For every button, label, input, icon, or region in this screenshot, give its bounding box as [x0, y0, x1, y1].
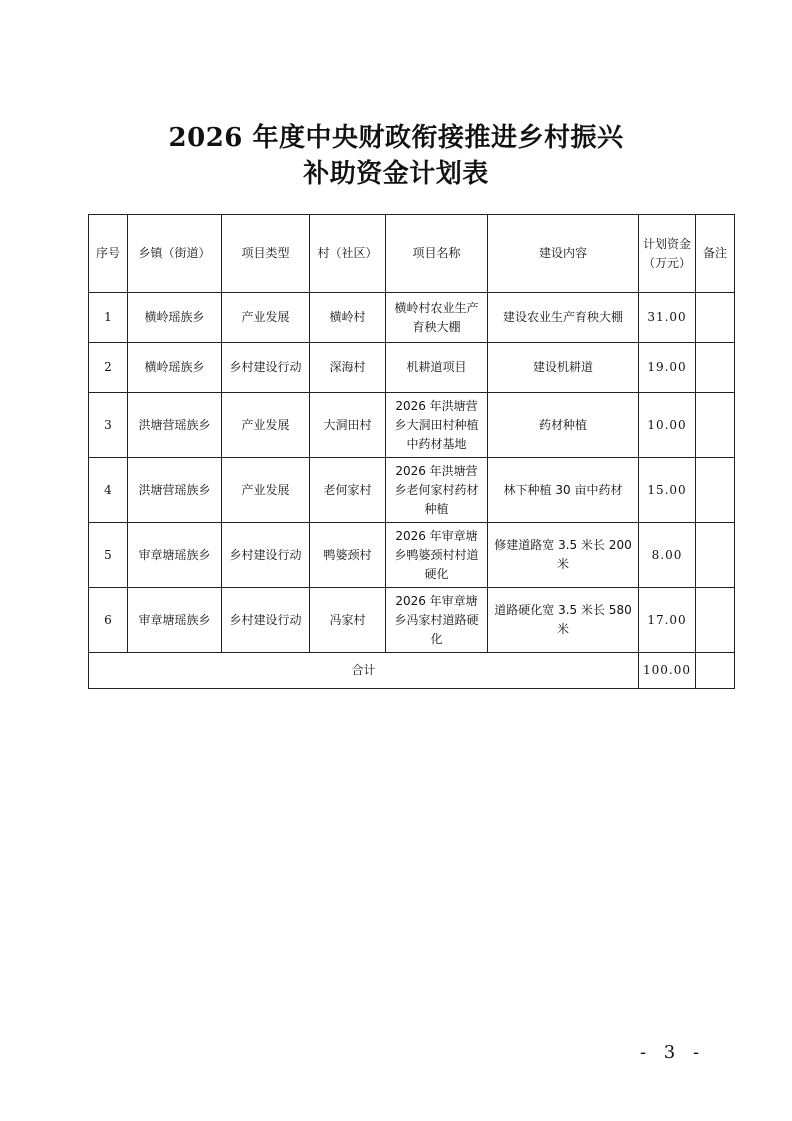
cell-no: 1 — [89, 293, 128, 343]
table-row — [89, 458, 735, 523]
cell-no: 6 — [89, 588, 128, 653]
cell-remark — [696, 523, 735, 588]
cell-fund: 10.00 — [639, 393, 696, 458]
cell-fund: 31.00 — [639, 293, 696, 343]
cell-content: 道路硬化宽 3.5 米长 580 米 — [488, 588, 639, 653]
page-number: - 3 - — [640, 1042, 706, 1063]
cell-town: 洪塘营瑶族乡 — [128, 458, 222, 523]
cell-name: 2026 年洪塘营乡老何家村药材种植 — [386, 458, 488, 523]
cell-village: 横岭村 — [310, 293, 386, 343]
cell-village: 老何家村 — [310, 458, 386, 523]
cell-village: 鸭婆颈村 — [310, 523, 386, 588]
table-row — [89, 343, 735, 393]
total-label: 合计 — [89, 653, 639, 689]
cell-name: 机耕道项目 — [386, 343, 488, 393]
header-fund: 计划资金（万元） — [639, 215, 696, 293]
cell-content: 建设机耕道 — [488, 343, 639, 393]
cell-village: 冯家村 — [310, 588, 386, 653]
cell-content: 药材种植 — [488, 393, 639, 458]
cell-remark — [696, 343, 735, 393]
cell-name: 2026 年审章塘乡冯家村道路硬化 — [386, 588, 488, 653]
cell-type: 产业发展 — [222, 393, 310, 458]
table-row — [89, 523, 735, 588]
cell-remark — [696, 458, 735, 523]
header-town: 乡镇（街道） — [128, 215, 222, 293]
document-title-line2: 补助资金计划表 — [303, 159, 489, 189]
cell-town: 洪塘营瑶族乡 — [128, 393, 222, 458]
table-total-row — [89, 653, 735, 689]
cell-content: 建设农业生产育秧大棚 — [488, 293, 639, 343]
document-title-line1: 2026 年度中央财政衔接推进乡村振兴 — [168, 123, 624, 153]
cell-type: 乡村建设行动 — [222, 588, 310, 653]
cell-village: 大洞田村 — [310, 393, 386, 458]
table-header-row — [89, 215, 735, 293]
header-type: 项目类型 — [222, 215, 310, 293]
cell-town: 审章塘瑶族乡 — [128, 588, 222, 653]
cell-name: 2026 年审章塘乡鸭婆颈村村道硬化 — [386, 523, 488, 588]
cell-no: 5 — [89, 523, 128, 588]
cell-type: 产业发展 — [222, 458, 310, 523]
cell-content: 林下种植 30 亩中药材 — [488, 458, 639, 523]
header-content: 建设内容 — [488, 215, 639, 293]
table-row — [89, 588, 735, 653]
header-remark: 备注 — [696, 215, 735, 293]
cell-village: 深海村 — [310, 343, 386, 393]
cell-name: 横岭村农业生产育秧大棚 — [386, 293, 488, 343]
header-no: 序号 — [89, 215, 128, 293]
table-row — [89, 293, 735, 343]
cell-fund: 19.00 — [639, 343, 696, 393]
cell-town: 横岭瑶族乡 — [128, 293, 222, 343]
cell-fund: 17.00 — [639, 588, 696, 653]
cell-name: 2026 年洪塘营乡大洞田村种植中药材基地 — [386, 393, 488, 458]
cell-type: 产业发展 — [222, 293, 310, 343]
cell-fund: 15.00 — [639, 458, 696, 523]
cell-no: 4 — [89, 458, 128, 523]
cell-fund: 8.00 — [639, 523, 696, 588]
cell-no: 2 — [89, 343, 128, 393]
cell-type: 乡村建设行动 — [222, 343, 310, 393]
cell-town: 横岭瑶族乡 — [128, 343, 222, 393]
cell-remark — [696, 588, 735, 653]
total-fund: 100.00 — [639, 653, 696, 689]
funding-plan-table — [88, 214, 735, 689]
header-name: 项目名称 — [386, 215, 488, 293]
cell-type: 乡村建设行动 — [222, 523, 310, 588]
cell-remark — [696, 393, 735, 458]
total-remark — [696, 653, 735, 689]
cell-no: 3 — [89, 393, 128, 458]
cell-content: 修建道路宽 3.5 米长 200 米 — [488, 523, 639, 588]
cell-remark — [696, 293, 735, 343]
cell-town: 审章塘瑶族乡 — [128, 523, 222, 588]
header-village: 村（社区） — [310, 215, 386, 293]
table-row — [89, 393, 735, 458]
